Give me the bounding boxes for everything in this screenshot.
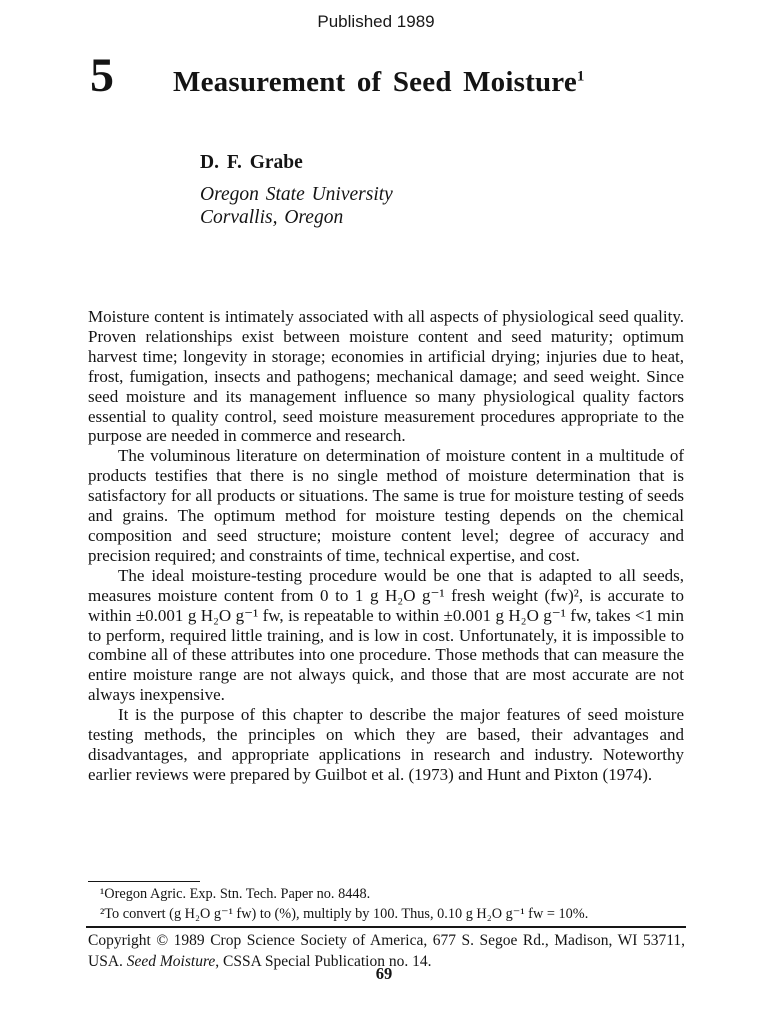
chapter-heading [90,49,585,102]
published-note: Published 1989 [317,12,435,31]
body-text [88,307,684,785]
body-paragraph-4: It is the purpose of this chapter to describe the major features of seed moisture testing methods, the principles on which they are based, their advantages and disadvantages, and appropriate applications in research and industry. Noteworthy earlier reviews were prepared by Guilbot et al. (1973) and Hunt and Pixton (1974). [88,705,684,784]
body-paragraph-1: Moisture content is intimately associated with all aspects of physiological seed quality. Proven relationships exist between moisture content and seed maturity; optimum harvest time; longevity in storage; economies in artificial drying; injuries due to heat, frost, fumigation, insects and pathogens; mechanical damage; and seed weight. Since seed moisture and its management influence so many physiological quality factors essential to quality control, seed moisture measurement procedures appropriate to the purpose are needed in commerce and research. [88,307,684,446]
chapter-title [173,68,585,97]
author-block [200,152,393,229]
copyright-rule [86,926,686,928]
chapter-number: 5 [90,49,115,102]
footnote-2: ²To convert (g H₂O g⁻¹ fw) to (%), multiply by 100. Thus, 0.10 g H₂O g⁻¹ fw = 10%. [100,905,589,922]
footnotes [88,885,688,924]
chapter-title-text: Measurement of Seed Moisture [173,66,577,98]
body-paragraph-2: The voluminous literature on determination of moisture content in a multitude of products testifies that there is no single method of moisture determination that is satisfactory for all products or situations. The same is true for moisture testing of seeds and grains. The optimum method for moisture testing depends on the chemical composition and seed structure; moisture content level; degree of accuracy and precision required; and constraints of time, technical expertise, and cost. [88,446,684,565]
author-affiliation-city: Corvallis, Oregon [200,207,344,228]
page-number: 69 [375,964,393,983]
footnote-separator [88,881,200,882]
copyright-publication-title: Seed Moisture [126,952,216,970]
copyright-text-before: Copyright © 1989 Crop Science Society of America, 677 S. Segoe Rd., Madison, WI 53711, USA. [88,932,685,970]
author-name: D. F. Grabe [200,152,303,173]
body-paragraph-3: The ideal moisture-testing procedure would be one that is adapted to all seeds, measures moisture content from 0 to 1 g H₂O g⁻¹ fresh weight (fw)², is accurate to within ±0.001 g H₂O g⁻¹ fw, is repeatable to within ±0.001 g H₂O g⁻¹ fw, takes <1 min to perform, required little training, and is low in cost. Unfortunately, it is impossible to combine all of these attributes into one procedure. Those methods that can measure the entire moisture range are not always quick, and those that are most accurate are not always inexpensive. [88,565,684,705]
author-affiliation-university: Oregon State University [200,184,393,205]
footnote-1: ¹Oregon Agric. Exp. Stn. Tech. Paper no. 8448. [100,886,371,902]
title-footnote-marker: 1 [576,68,585,85]
copyright-text-after: , CSSA Special Publication no. 14. [215,952,432,970]
